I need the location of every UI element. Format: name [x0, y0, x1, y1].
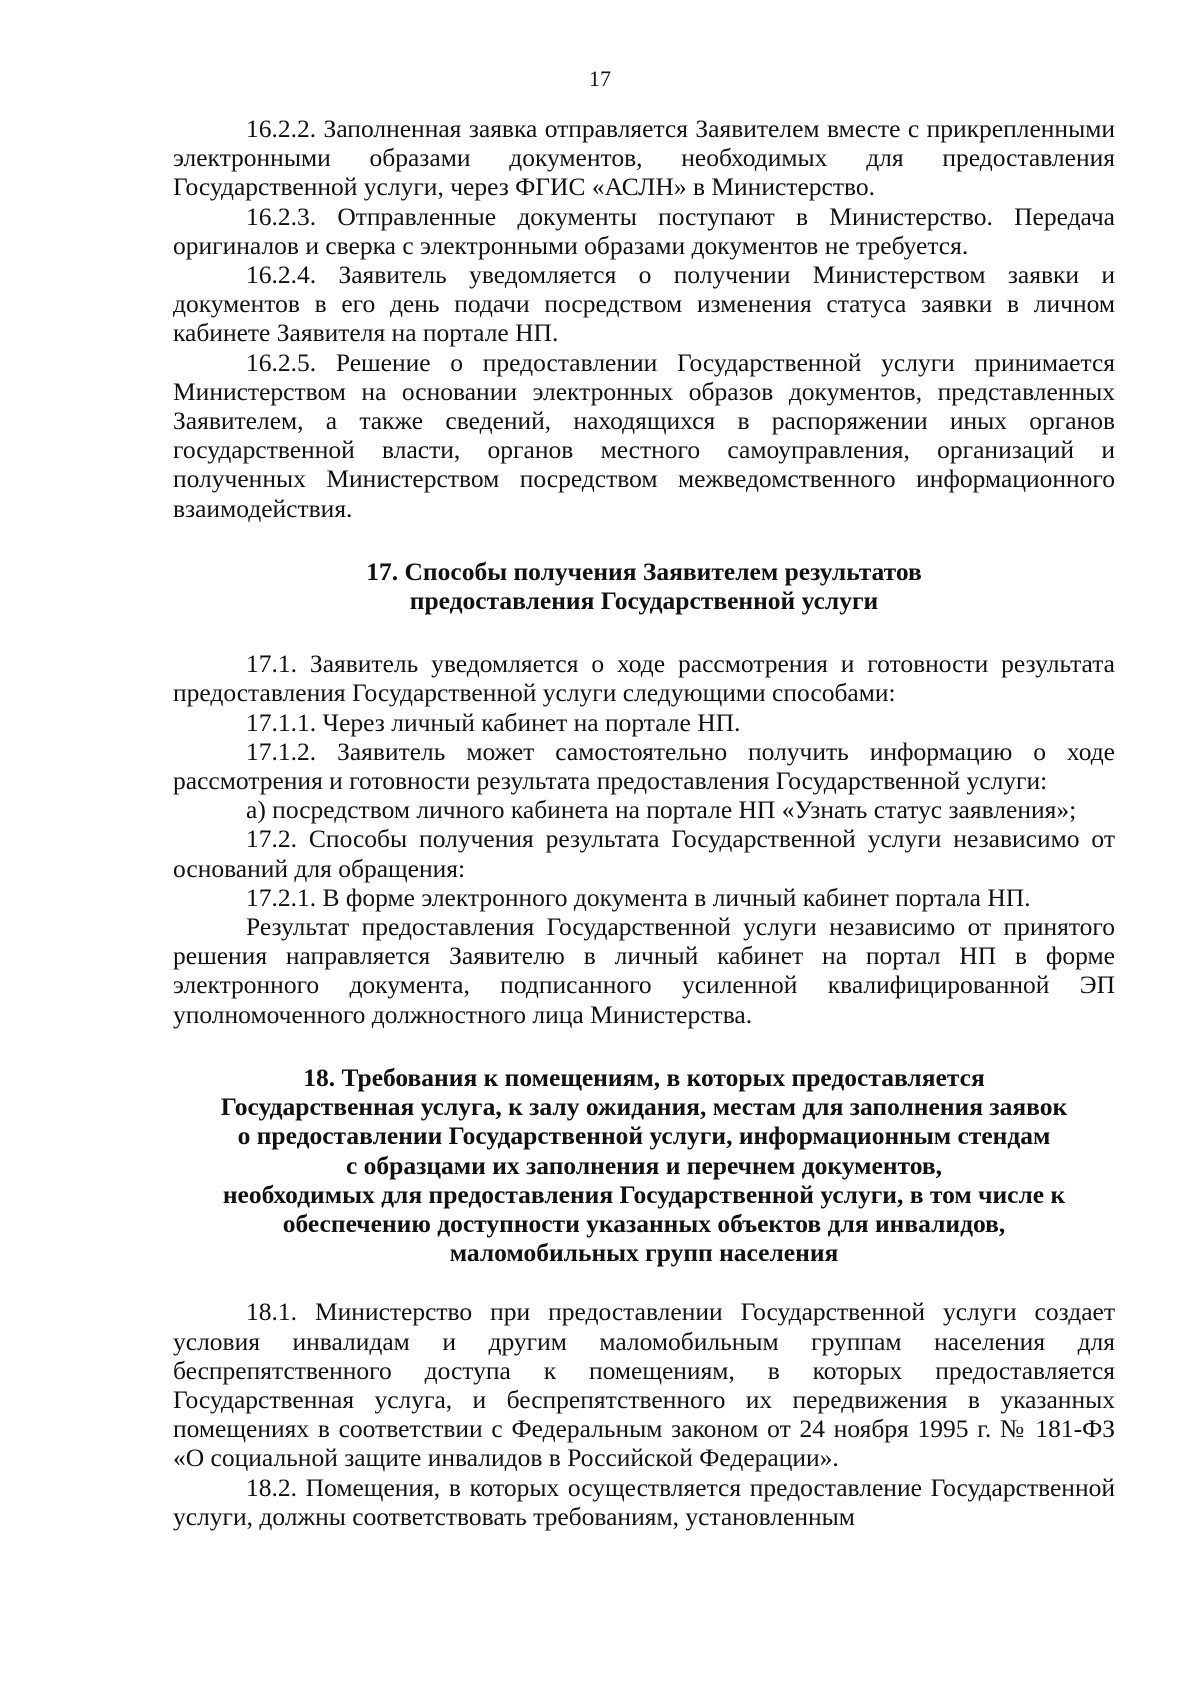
section-17-heading [173, 557, 1115, 615]
section-18-heading-line: маломобильных групп населения [449, 1238, 839, 1268]
section-18-heading-line: Государственная услуга, к залу ожидания, местам для заполнения заявок [220, 1092, 1068, 1122]
paragraph-18-1: 18.1. Министерство при предоставлении Государственной услуги создает условия инвалидам и другим маломобильным группам населения для беспрепятственного доступа к помещениям, в которых предоставляется Государственная услуга, и беспрепятственного их передвижения в указанных помещениях в соответствии с Федеральным законом от 24 ноября 1995 г. № 181-ФЗ «О социальной защите инвалидов в Российской Федерации». [173, 1297, 1115, 1473]
paragraph-16-2-4: 16.2.4. Заявитель уведомляется о получении Министерством заявки и документов в его день подачи посредством изменения статуса заявки в личном кабинете Заявителя на портале НП. [173, 260, 1115, 348]
paragraph-17-2-1: 17.2.1. В форме электронного документа в личный кабинет портала НП. [246, 882, 1031, 912]
page-number: 17 [589, 66, 611, 91]
paragraph-17-1-2-a: а) посредством личного кабинета на портале НП «Узнать статус заявления»; [246, 795, 1077, 825]
section-18-heading-line: обеспечению доступности указанных объектов для инвалидов, [282, 1208, 1006, 1238]
paragraph-17-2: 17.2. Способы получения результата Государственной услуги независимо от оснований для обращения: [173, 824, 1115, 883]
paragraph-17-1-2: 17.1.2. Заявитель может самостоятельно получить информацию о ходе рассмотрения и готовности результата предоставления Государственной услуги: [173, 736, 1115, 796]
section-18-heading-line: 18. Требования к помещениям, в которых предоставляется [303, 1062, 985, 1092]
section-18-heading [173, 1063, 1115, 1267]
document-body [173, 114, 1115, 1531]
section-18-heading-line: необходимых для предоставления Государственной услуги, в том числе к [222, 1179, 1066, 1209]
paragraph-18-2: 18.2. Помещения, в которых осуществляется предоставление Государственной услуги, должны соответствовать требованиям, установленным [173, 1472, 1115, 1531]
paragraph-result: Результат предоставления Государственной услуги независимо от принятого решения направляется Заявителю в личный кабинет на портал НП в форме электронного документа, подписанного усиленной квалифицированной ЭП уполномоченного должностного лица Министерства. [173, 912, 1115, 1029]
section-17-heading-line: 17. Способы получения Заявителем результатов [366, 556, 922, 586]
section-18-heading-line: о предоставлении Государственной услуги, информационным стендам [237, 1121, 1051, 1151]
paragraph-17-1-1: 17.1.1. Через личный кабинет на портале НП. [246, 707, 741, 737]
section-17-heading-line: предоставления Государственной услуги [409, 586, 879, 616]
paragraph-16-2-2: 16.2.2. Заполненная заявка отправляется Заявителем вместе с прикрепленными электронными образами документов, необходимых для предоставления Государственной услуги, через ФГИС «АСЛН» в Министерство. [173, 114, 1115, 202]
section-18-heading-line: с образцами их заполнения и перечнем документов, [345, 1150, 942, 1180]
paragraph-16-2-5: 16.2.5. Решение о предоставлении Государственной услуги принимается Министерством на основании электронных образов документов, представленных Заявителем, а также сведений, находящихся в распоряжении иных органов государственной власти, органов местного самоуправления, организаций и полученных Министерством посредством межведомственного информационного взаимодействия. [173, 347, 1115, 523]
paragraph-16-2-3: 16.2.3. Отправленные документы поступают в Министерство. Передача оригиналов и сверка с электронными образами документов не требуется. [173, 201, 1115, 260]
paragraph-17-1: 17.1. Заявитель уведомляется о ходе рассмотрения и готовности результата предоставления Государственной услуги следующими способами: [173, 649, 1115, 708]
